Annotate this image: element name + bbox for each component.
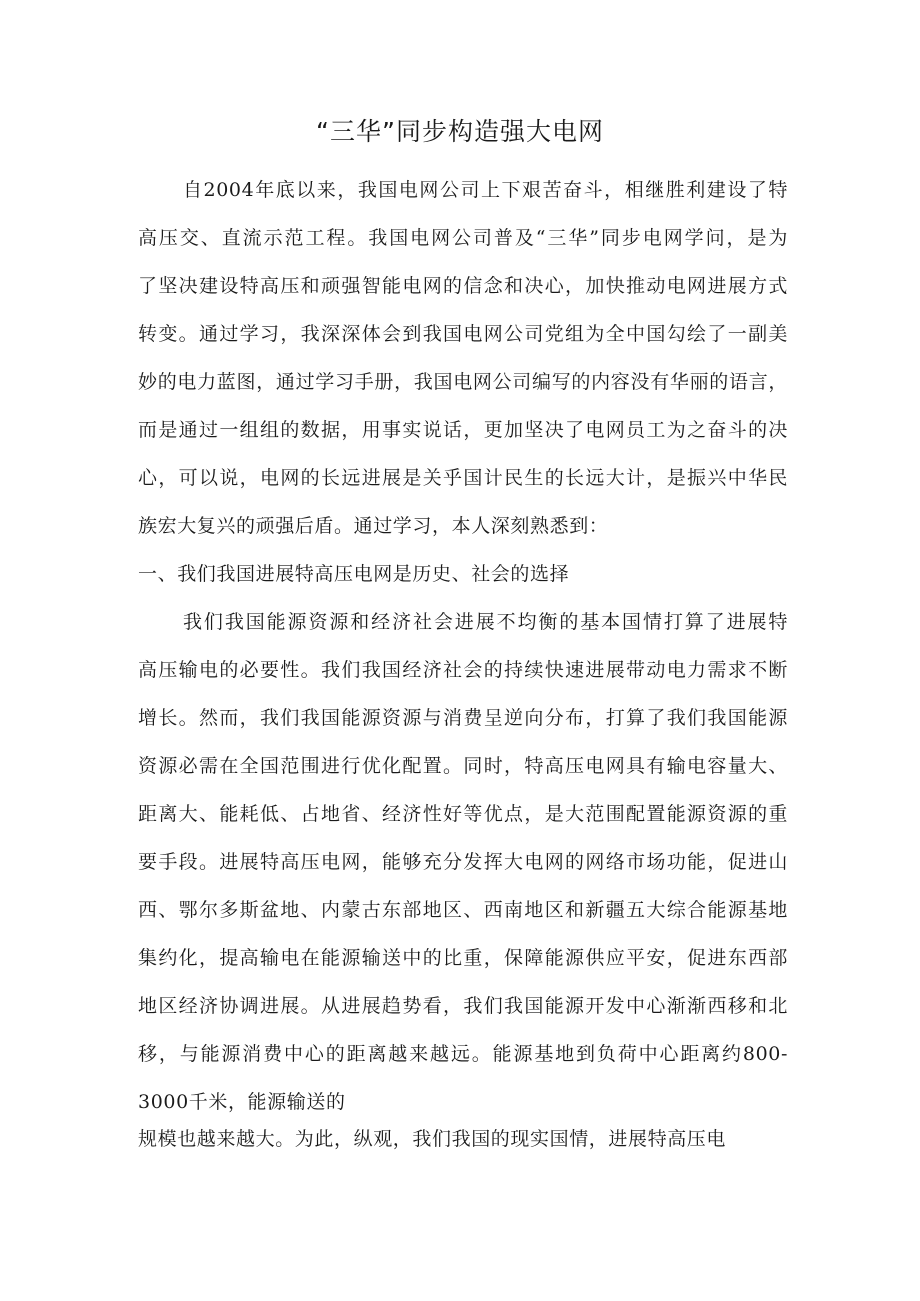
paragraph-line: 集约化，提高输电在能源输送中的比重，保障能源供应平安，促进东西部 bbox=[138, 947, 788, 969]
document-title: “三华”同步构造强大电网 bbox=[316, 117, 604, 146]
paragraph-line: 高压输电的必要性。我们我国经济社会的持续快速进展带动电力需求不断 bbox=[138, 659, 788, 681]
paragraph-line: 心，可以说，电网的长远进展是关乎国计民生的长远大计，是振兴中华民 bbox=[138, 467, 788, 489]
paragraph-line: 西、鄂尔多斯盆地、内蒙古东部地区、西南地区和新疆五大综合能源基地 bbox=[138, 899, 788, 921]
paragraph-line: 转变。通过学习，我深深体会到我国电网公司党组为全中国勾绘了一副美 bbox=[138, 323, 788, 345]
section-heading: 一、我们我国进展特高压电网是历史、社会的选择 bbox=[138, 563, 570, 585]
paragraph-line: 地区经济协调进展。从进展趋势看，我们我国能源开发中心渐渐西移和北 bbox=[138, 995, 788, 1017]
paragraph-line: 资源必需在全国范围进行优化配置。同时，特高压电网具有输电容量大、 bbox=[138, 755, 788, 777]
paragraph-line: 自2004年底以来，我国电网公司上下艰苦奋斗，相继胜利建设了特 bbox=[183, 179, 788, 201]
paragraph-line: 要手段。进展特高压电网，能够充分发挥大电网的网络市场功能，促进山 bbox=[138, 851, 788, 873]
paragraph-line: 3000千米，能源输送的 bbox=[138, 1091, 346, 1113]
paragraph-line: 距离大、能耗低、占地省、经济性好等优点，是大范围配置能源资源的重 bbox=[138, 803, 788, 825]
paragraph-line: 我们我国能源资源和经济社会进展不均衡的基本国情打算了进展特 bbox=[183, 611, 788, 633]
paragraph-line: 了坚决建设特高压和顽强智能电网的信念和决心，加快推动电网进展方式 bbox=[138, 275, 788, 297]
paragraph-line: 族宏大复兴的顽强后盾。通过学习，本人深刻熟悉到： bbox=[138, 515, 609, 537]
paragraph-line: 高压交、直流示范工程。我国电网公司普及“三华”同步电网学问，是为 bbox=[138, 227, 788, 249]
paragraph-line: 增长。然而，我们我国能源资源与消费呈逆向分布，打算了我们我国能源 bbox=[138, 707, 788, 729]
paragraph-line: 移，与能源消费中心的距离越来越远。能源基地到负荷中心距离约800- bbox=[138, 1043, 788, 1065]
paragraph-line: 规模也越来越大。为此，纵观，我们我国的现实国情，进展特高压电 bbox=[138, 1128, 727, 1150]
paragraph-line: 妙的电力蓝图，通过学习手册，我国电网公司编写的内容没有华丽的语言， bbox=[138, 371, 788, 393]
paragraph-line: 而是通过一组组的数据，用事实说话，更加坚决了电网员工为之奋斗的决 bbox=[138, 419, 788, 441]
